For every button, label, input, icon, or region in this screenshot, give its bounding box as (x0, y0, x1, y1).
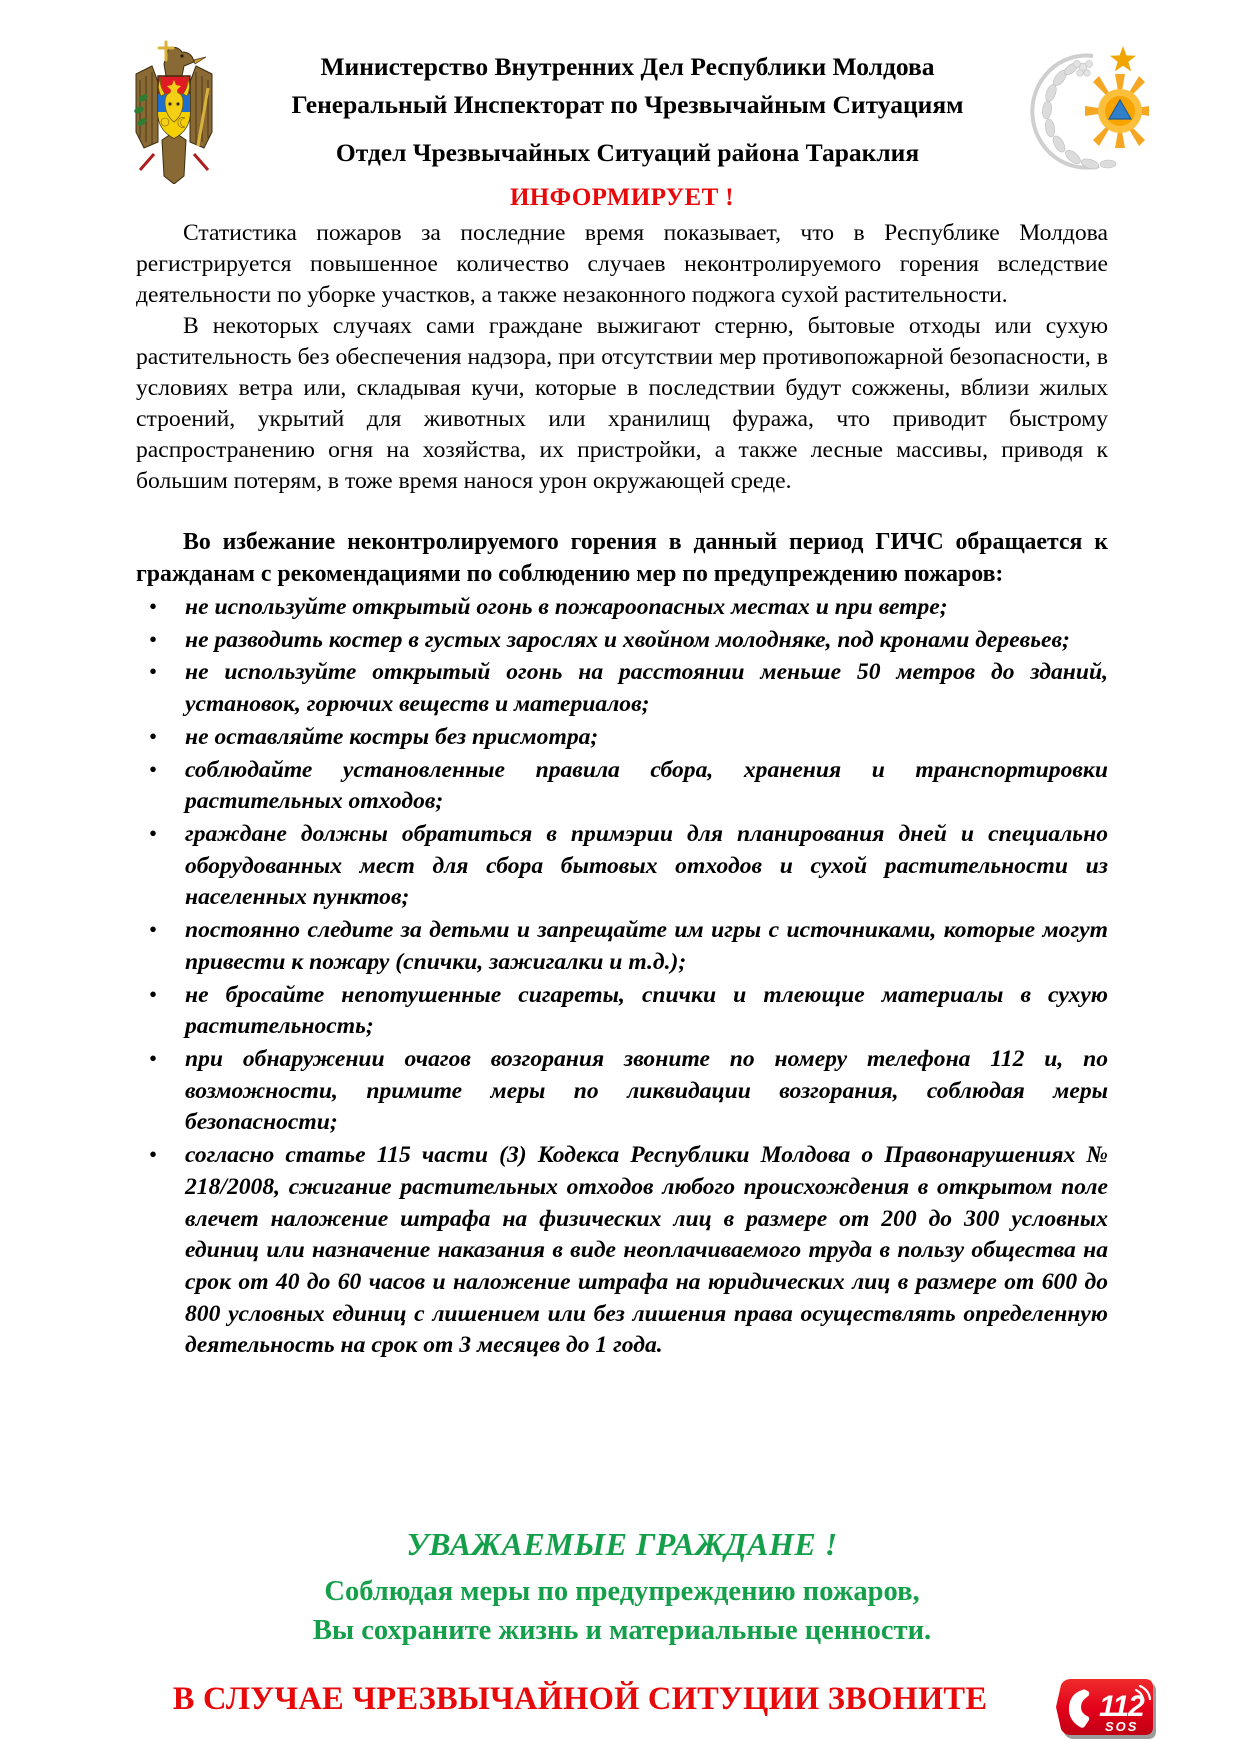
bullet-icon: • (149, 1046, 158, 1072)
bullet-icon: • (149, 756, 158, 782)
list-item-text: не используйте открытый огонь в пожароопасных местах и при ветре; (185, 593, 948, 620)
bullet-icon: • (149, 1142, 158, 1168)
list-item (136, 657, 1108, 720)
fire-prevention-rules-list (136, 592, 1108, 1362)
document-header (0, 30, 1241, 190)
bullet-icon: • (149, 981, 158, 1007)
list-item-text: согласно статье 115 части (3) Кодекса Республики Молдова о Правонарушениях № 218/2008, сжигание растительных отходов любого происхождения в открытом поле влечет наложение штрафа на физических лиц в размере от 200 до 300 условных единиц или назначение наказания в виде неоплачиваемого труда в пользу общества на срок от 40 до 60 часов и наложение штрафа на юридических лиц в размере от 600 до 800 условных единиц с лишением или без лишения права осуществлять определенную деятельность на срок от 3 месяцев до 1 года. (185, 1142, 1108, 1359)
svg-text:SOS: SOS (1105, 1719, 1139, 1734)
emergency-call-text: В СЛУЧАЕ ЧРЕЗВЫЧАЙНОЙ СИТУЦИИ ЗВОНИТЕ (172, 1681, 988, 1717)
emergency-situations-emblem-icon (1029, 40, 1149, 180)
list-item-text: не оставляйте костры без присмотра; (185, 723, 599, 750)
document-footer (0, 1672, 1241, 1748)
bullet-icon: • (149, 659, 158, 685)
moldova-coat-of-arms-icon (122, 36, 226, 184)
list-item (136, 819, 1108, 914)
informs-title: ИНФОРМИРУЕТ ! (509, 184, 735, 211)
list-item (136, 722, 1108, 754)
header-line-ministry: Министерство Внутренних Дел Республики Молдова (320, 51, 935, 81)
list-item (136, 1140, 1108, 1362)
organization-titles (226, 48, 1029, 173)
closing-line-citizens: УВАЖАЕМЫЕ ГРАЖДАНЕ ! (406, 1526, 838, 1562)
bullet-icon: • (149, 626, 158, 652)
list-item-text: граждане должны обратиться в примэрии для планирования дней и специально оборудованных мест для сбора бытовых отходов и сухой растительности из населенных пунктов; (185, 820, 1108, 911)
list-item-text: при обнаружении очагов возгорания звоните по номеру телефона 112 и, по возможности, примите меры по ликвидации возгорания, соблюдая меры безопасности; (185, 1046, 1108, 1136)
list-item (136, 592, 1108, 624)
svg-text:112: 112 (1099, 1690, 1144, 1723)
emergency-112-sos-logo-icon (1052, 1674, 1158, 1742)
bullet-icon: • (149, 723, 158, 749)
list-item-text: не бросайте непотушенные сигареты, спички и тлеющие материалы в сухую растительность; (185, 981, 1108, 1040)
header-line-department: Отдел Чрезвычайных Ситуаций района Тараклия (335, 138, 920, 168)
bullet-icon: • (149, 917, 158, 943)
list-item (136, 980, 1108, 1043)
document-body (136, 182, 1108, 1363)
intro-paragraph-1: Статистика пожаров за последние время показывает, что в Республике Молдова регистрируется повышенное количество случаев неконтролируемого горения вследствие деятельности по уборке участков, а также незаконного поджога сухой растительности. (136, 220, 1108, 309)
list-item (136, 625, 1108, 657)
bullet-icon: • (149, 593, 158, 619)
list-item (136, 1044, 1108, 1139)
list-item (136, 755, 1108, 818)
closing-line-values: Вы сохраните жизнь и материальные ценности. (312, 1615, 932, 1647)
list-item-text: соблюдайте установленные правила сбора, хранения и транспортировки растительных отходов; (185, 756, 1108, 815)
list-item-text: не разводить костер в густых зарослях и хвойном молодняке, под кронами деревьев; (185, 626, 1070, 653)
list-item (136, 915, 1108, 978)
list-item-text: постоянно следите за детьми и запрещайте им игры с источниками, которые могут привести к пожару (спички, зажигалки и т.д.); (185, 917, 1108, 975)
closing-line-measures: Соблюдая меры по предупреждению пожаров, (324, 1576, 920, 1607)
closing-appeal (136, 1524, 1108, 1649)
header-line-inspectorate: Генеральный Инспекторат по Чрезвычайным Ситуациям (291, 89, 964, 119)
intro-paragraph-2: В некоторых случаях сами граждане выжигают стерню, бытовые отходы или сухую растительность без обеспечения надзора, при отсутствии мер противопожарной безопасности, в условиях ветра или, складывая кучи, которые в последствии будут сожжены, вблизи жилых строений, укрытий для животных или хранилищ фуража, что приводит быстрому распространению огня на хозяйства, их пристройки, а также лесные массивы, приводя к большим потерям, в тоже время нанося урон окружающей среде. (136, 313, 1108, 495)
recommendations-lead: Во избежание неконтролируемого горения в данный период ГИЧС обращается к гражданам с рекомендациями по соблюдению мер по предупреждению пожаров: (136, 529, 1108, 587)
bullet-icon: • (149, 820, 158, 846)
list-item-text: не используйте открытый огонь на расстоянии меньше 50 метров до зданий, установок, горючих веществ и материалов; (185, 659, 1108, 718)
